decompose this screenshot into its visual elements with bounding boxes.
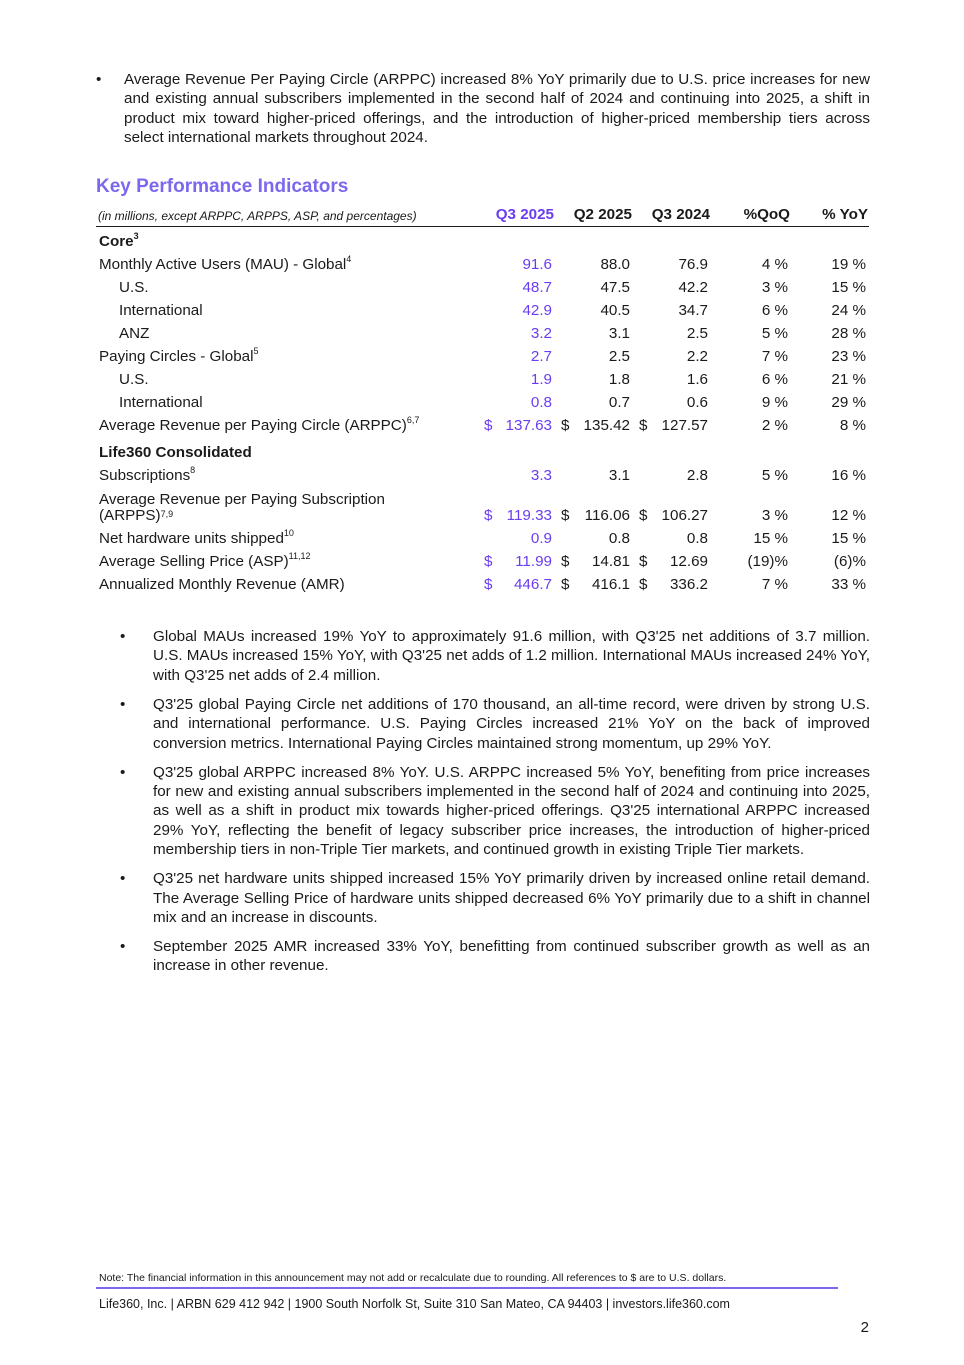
bullet-item	[120, 627, 870, 685]
cell-value: 2.5	[608, 348, 630, 365]
row-label-text: Paying Circles - Global	[99, 348, 254, 365]
cell-q3-25	[482, 530, 552, 547]
cell-value: 1.6	[686, 371, 708, 388]
cell-value: 42.9	[522, 302, 552, 319]
footnote-ref: 6,7	[406, 415, 420, 425]
cell-q2-25	[552, 467, 630, 484]
table-row	[96, 250, 869, 273]
row-label	[96, 302, 482, 319]
currency-symbol: $	[561, 507, 570, 524]
currency-symbol: $	[484, 576, 493, 593]
section-core	[96, 227, 869, 250]
bullet-glyph: •	[120, 695, 126, 713]
cell-q2-25	[552, 256, 630, 273]
cell-q3-24	[630, 348, 708, 365]
currency-symbol: $	[484, 553, 493, 570]
cell-value: 416.1	[591, 576, 630, 593]
cell-q2-25	[552, 553, 630, 570]
cell-value: 135.42	[583, 417, 630, 434]
cell-value: 137.63	[505, 417, 552, 434]
bullet-glyph: •	[120, 763, 126, 781]
cell-qoq: 3 %	[761, 279, 788, 296]
core-rows	[96, 250, 869, 434]
cell-q3-24	[630, 507, 708, 524]
table-row	[96, 547, 869, 570]
currency-symbol: $	[484, 417, 493, 434]
cell-qoq: 9 %	[761, 394, 788, 411]
row-label	[96, 530, 482, 547]
cell-qoq: 6 %	[761, 302, 788, 319]
cell-value: 1.9	[530, 371, 552, 388]
row-label-text: Net hardware units shipped	[99, 530, 284, 547]
cell-value: 2.7	[530, 348, 552, 365]
cell-q3-24	[630, 394, 708, 411]
row-label	[96, 394, 482, 411]
col-q3-2025: Q3 2025	[495, 206, 554, 223]
footnote-ref: 8	[190, 465, 196, 475]
commentary-bullets	[120, 627, 870, 985]
bullet-glyph: •	[120, 938, 126, 956]
cell-q2-25	[552, 394, 630, 411]
bullet-text: Global MAUs increased 19% YoY to approximately 91.6 million, with Q3'25 net additions of 3.7 million. U.S. MAUs increased 15% YoY, with Q3'25 net adds of 1.2 million. International MAUs increased 24% YoY, with Q3'25 net adds of 2.4 million.	[153, 628, 870, 684]
cell-q3-24	[630, 576, 708, 593]
row-label	[96, 417, 482, 434]
row-label	[96, 492, 482, 524]
cell-yoy: 23 %	[831, 348, 866, 365]
cell-yoy: 24 %	[831, 302, 866, 319]
col-qoq: %QoQ	[743, 206, 790, 223]
cell-q3-24	[630, 371, 708, 388]
row-label	[96, 371, 482, 388]
col-yoy: % YoY	[822, 206, 868, 223]
row-label	[96, 325, 482, 342]
table-row	[96, 484, 869, 524]
cell-value: 0.9	[530, 530, 552, 547]
cell-value: 34.7	[678, 302, 708, 319]
cell-value: 2.8	[686, 467, 708, 484]
cell-value: 11.99	[515, 553, 552, 570]
row-label	[96, 553, 482, 570]
cell-value: 0.6	[686, 394, 708, 411]
cell-q2-25	[552, 507, 630, 524]
cell-qoq: 6 %	[761, 371, 788, 388]
footnote-ref: 4	[346, 254, 352, 264]
cell-value: 48.7	[522, 279, 552, 296]
footer-address: Life360, Inc. | ARBN 629 412 942 | 1900 South Norfolk St, Suite 310 San Mateo, CA 94403 | investors.life360.com	[99, 1297, 730, 1311]
unit-note: (in millions, except ARPPC, ARPPS, ASP, and percentages)	[98, 209, 417, 223]
cell-q2-25	[552, 417, 630, 434]
currency-symbol: $	[484, 507, 493, 524]
cell-qoq: 5 %	[761, 325, 788, 342]
intro-bullet-text: Average Revenue Per Paying Circle (ARPPC) increased 8% YoY primarily due to U.S. price increases for new and existing annual subscribers implemented in the second half of 2024 and continuing into 2025, a shift in product mix toward higher-priced offerings, and the introduction of higher-priced membership tiers across select international markets throughout 2024.	[124, 71, 870, 147]
footnote-ref: 10	[283, 528, 294, 538]
footnote-ref: 5	[253, 346, 259, 356]
cell-yoy: 33 %	[831, 576, 866, 593]
cell-value: 2.5	[686, 325, 708, 342]
cell-value: 47.5	[600, 279, 630, 296]
cell-q3-25	[482, 394, 552, 411]
cell-yoy: 29 %	[831, 394, 866, 411]
row-label	[96, 256, 482, 273]
cell-q3-25	[482, 576, 552, 593]
cell-value: 0.7	[608, 394, 630, 411]
row-label-text: Average Revenue per Paying Circle (ARPPC)	[99, 417, 407, 434]
cell-value: 14.81	[591, 553, 630, 570]
row-label-line2: (ARPPS)	[99, 507, 161, 524]
cell-q3-24	[630, 325, 708, 342]
cell-value: 106.27	[661, 507, 708, 524]
currency-symbol: $	[639, 507, 648, 524]
cell-yoy: (6)%	[833, 553, 866, 570]
cell-value: 88.0	[600, 256, 630, 273]
table-row	[96, 342, 869, 365]
table-row	[96, 365, 869, 388]
cell-q3-25	[482, 325, 552, 342]
cell-q2-25	[552, 302, 630, 319]
row-label-line1: Average Revenue per Paying Subscription	[99, 491, 385, 508]
currency-symbol: $	[639, 576, 648, 593]
bullet-text: September 2025 AMR increased 33% YoY, benefitting from continued subscriber growth as well as an increase in other revenue.	[153, 938, 870, 975]
bullet-glyph: •	[120, 628, 126, 645]
cell-yoy: 8 %	[839, 417, 866, 434]
table-row	[96, 570, 869, 593]
cell-q2-25	[552, 348, 630, 365]
bullet-text: Q3'25 net hardware units shipped increased 15% YoY primarily driven by increased online retail demand. The Average Selling Price of hardware units shipped decreased 6% YoY primarily due to a shift in channel mix and an increase in discounts.	[153, 870, 870, 927]
kpi-table-header	[96, 202, 869, 227]
row-label-text: U.S.	[119, 279, 149, 296]
cell-q2-25	[552, 371, 630, 388]
bullet-item	[120, 937, 870, 976]
cell-value: 76.9	[678, 256, 708, 273]
row-label	[96, 279, 482, 296]
cell-q3-25	[482, 371, 552, 388]
row-label	[96, 576, 482, 593]
cell-q3-25	[482, 348, 552, 365]
cell-yoy: 21 %	[831, 371, 866, 388]
row-label-text: U.S.	[119, 371, 149, 388]
cell-q3-25	[482, 256, 552, 273]
row-label-text: Subscriptions	[99, 467, 191, 484]
cell-yoy: 16 %	[831, 467, 866, 484]
cell-value: 0.8	[530, 394, 552, 411]
bullet-glyph: •	[120, 870, 126, 888]
currency-symbol: $	[639, 417, 648, 434]
row-label	[96, 467, 482, 484]
row-label-text: ANZ	[119, 325, 150, 342]
cell-value: 336.2	[669, 576, 708, 593]
section-label: Core	[99, 233, 134, 250]
bullet-glyph: •	[96, 71, 102, 88]
bullet-item	[120, 695, 870, 753]
cell-value: 119.33	[506, 507, 552, 524]
cell-q2-25	[552, 530, 630, 547]
cell-yoy: 28 %	[831, 325, 866, 342]
cell-qoq: (19)%	[747, 553, 788, 570]
consolidated-rows	[96, 461, 869, 593]
cell-value: 3.1	[608, 467, 630, 484]
cell-q3-25	[482, 467, 552, 484]
cell-q3-25	[482, 507, 552, 524]
cell-q2-25	[552, 325, 630, 342]
page-number: 2	[860, 1319, 869, 1336]
footer-rule	[96, 1287, 838, 1289]
row-label-text: International	[119, 302, 203, 319]
cell-qoq: 2 %	[761, 417, 788, 434]
cell-qoq: 7 %	[761, 576, 788, 593]
cell-q3-25	[482, 417, 552, 434]
bullet-item	[120, 763, 870, 860]
intro-bullet	[96, 70, 870, 148]
cell-q3-24	[630, 467, 708, 484]
row-label-text: Average Selling Price (ASP)	[99, 553, 289, 570]
table-row	[96, 461, 869, 484]
cell-q3-24	[630, 417, 708, 434]
cell-q3-24	[630, 553, 708, 570]
currency-symbol: $	[639, 553, 648, 570]
cell-qoq: 15 %	[753, 530, 788, 547]
section-consolidated	[96, 434, 869, 461]
footnote-ref: 3	[133, 231, 139, 241]
kpi-table	[96, 202, 869, 593]
cell-q2-25	[552, 576, 630, 593]
row-label	[96, 348, 482, 365]
bullet-text: Q3'25 global ARPPC increased 8% YoY. U.S. ARPPC increased 5% YoY, benefiting from price increases for new and existing annual subscribers implemented in the second half of 2024 and continuing into 2025, as well as a shift in product mix towards higher-priced offerings. Q3'25 international ARPPC increased 29% YoY, reflecting the benefit of legacy subscriber price increases, the introduction of higher-priced membership tiers in non-Triple Tier markets, and continued growth in existing Triple Tier markets.	[153, 763, 870, 859]
cell-q3-24	[630, 530, 708, 547]
currency-symbol: $	[561, 576, 570, 593]
table-row	[96, 319, 869, 342]
section-label: Life360 Consolidated	[99, 444, 252, 461]
table-row	[96, 524, 869, 547]
footer-note: Note: The financial information in this announcement may not add or recalculate due to rounding. All references to $ are to U.S. dollars.	[99, 1272, 727, 1284]
currency-symbol: $	[561, 553, 570, 570]
currency-symbol: $	[561, 417, 570, 434]
cell-value: 3.1	[608, 325, 630, 342]
cell-qoq: 5 %	[761, 467, 788, 484]
cell-value: 116.06	[584, 507, 630, 524]
table-row	[96, 273, 869, 296]
kpi-heading: Key Performance Indicators	[96, 176, 349, 197]
row-label-text: Annualized Monthly Revenue (AMR)	[99, 576, 345, 593]
cell-q3-24	[630, 302, 708, 319]
cell-q3-25	[482, 553, 552, 570]
cell-value: 40.5	[600, 302, 630, 319]
cell-q2-25	[552, 279, 630, 296]
row-label-text: International	[119, 394, 203, 411]
cell-value: 3.2	[530, 325, 552, 342]
col-q2-2025: Q2 2025	[573, 206, 632, 223]
cell-value: 91.6	[522, 256, 552, 273]
cell-value: 446.7	[513, 576, 552, 593]
cell-q3-25	[482, 279, 552, 296]
cell-value: 3.3	[530, 467, 552, 484]
cell-yoy: 19 %	[831, 256, 866, 273]
table-row	[96, 296, 869, 319]
cell-value: 0.8	[608, 530, 630, 547]
cell-value: 42.2	[678, 279, 708, 296]
cell-q3-24	[630, 279, 708, 296]
cell-qoq: 4 %	[761, 256, 788, 273]
bullet-item	[120, 869, 870, 927]
footnote-ref: 11,12	[288, 551, 311, 561]
cell-qoq: 3 %	[761, 507, 788, 524]
table-row	[96, 411, 869, 434]
cell-q3-24	[630, 256, 708, 273]
bullet-text: Q3'25 global Paying Circle net additions of 170 thousand, an all-time record, were driven by strong U.S. and international performance. U.S. Paying Circles increased 21% YoY on the back of improved conversion metrics. International Paying Circles maintained strong momentum, up 29% YoY.	[153, 695, 870, 752]
cell-yoy: 15 %	[831, 279, 866, 296]
cell-q3-25	[482, 302, 552, 319]
cell-value: 12.69	[669, 553, 708, 570]
cell-yoy: 12 %	[831, 507, 866, 524]
cell-yoy: 15 %	[831, 530, 866, 547]
cell-value: 0.8	[686, 530, 708, 547]
col-q3-2024: Q3 2024	[651, 206, 710, 223]
row-label-text: Monthly Active Users (MAU) - Global	[99, 256, 347, 273]
footnote-ref: 7,9	[160, 509, 174, 519]
cell-value: 2.2	[686, 348, 708, 365]
cell-value: 1.8	[608, 371, 630, 388]
cell-value: 127.57	[661, 417, 708, 434]
cell-qoq: 7 %	[761, 348, 788, 365]
table-row	[96, 388, 869, 411]
